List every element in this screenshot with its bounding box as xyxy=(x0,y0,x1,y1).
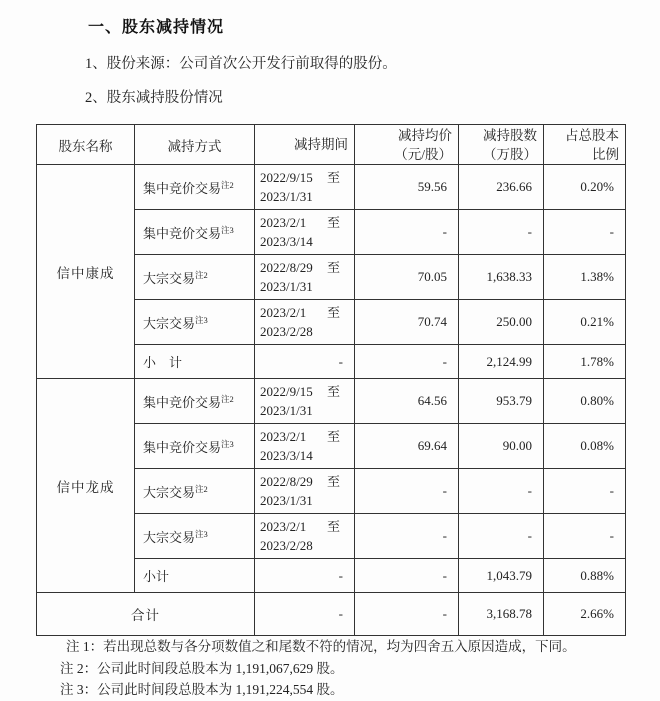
header-ratio xyxy=(544,125,626,165)
method-label: 集中竞价交易 xyxy=(143,439,222,455)
period-to: 2023/1/31 xyxy=(260,403,313,418)
header-shares-count xyxy=(459,125,544,165)
note-text: 公司此时间段总股本为 1,191,224,554 股。 xyxy=(97,682,344,697)
period-to-word: 至 xyxy=(326,384,340,399)
shareholder-name-cell: 信中龙成 xyxy=(37,379,135,593)
shares-cell: - xyxy=(459,514,544,559)
period-to: 2023/1/31 xyxy=(260,279,313,294)
note-ref: 注2 xyxy=(221,393,234,404)
period-to-word: 至 xyxy=(326,519,340,534)
period-to-word: 至 xyxy=(326,474,340,489)
price-cell: 70.74 xyxy=(355,300,459,345)
price-cell: - xyxy=(355,593,459,636)
method-cell xyxy=(135,210,255,255)
method-label: 大宗交易 xyxy=(143,484,196,500)
method-label: 集中竞价交易 xyxy=(143,225,222,241)
method-cell xyxy=(135,469,255,514)
period-from: 2023/2/1 xyxy=(260,429,307,444)
period-to-word: 至 xyxy=(326,260,340,275)
header-reduction-period: 减持期间 xyxy=(255,125,355,165)
list-item-share-source: 1、股份来源：公司首次公开发行前取得的股份。 xyxy=(85,56,397,72)
note-ref: 注3 xyxy=(221,438,234,449)
ratio-cell: - xyxy=(544,210,626,255)
header-average-price-line1: 减持均价 xyxy=(398,127,452,143)
section-title: 一、股东减持情况 xyxy=(88,19,225,36)
shareholder-reduction-table xyxy=(36,124,626,636)
shares-cell: 953.79 xyxy=(459,379,544,424)
price-cell: 59.56 xyxy=(355,165,459,210)
period-to: 2023/2/28 xyxy=(260,324,313,339)
header-reduction-method: 减持方式 xyxy=(135,125,255,165)
note-ref: 注2 xyxy=(195,483,208,494)
period-cell: - xyxy=(255,593,355,636)
header-average-price xyxy=(355,125,459,165)
price-cell: 64.56 xyxy=(355,379,459,424)
shares-cell: 236.66 xyxy=(459,165,544,210)
ratio-cell: 0.20% xyxy=(544,165,626,210)
note-ref: 注3 xyxy=(195,528,208,539)
ratio-cell: 1.78% xyxy=(544,345,626,379)
method-cell xyxy=(135,379,255,424)
period-cell xyxy=(255,469,355,514)
period-cell xyxy=(255,514,355,559)
price-cell: 70.05 xyxy=(355,255,459,300)
ratio-cell: 0.21% xyxy=(544,300,626,345)
period-to: 2023/3/14 xyxy=(260,448,313,463)
period-to-word: 至 xyxy=(326,215,340,230)
ratio-cell: 0.80% xyxy=(544,379,626,424)
note-label: 注 3： xyxy=(60,682,98,697)
ratio-cell: 1.38% xyxy=(544,255,626,300)
table-row xyxy=(37,379,626,424)
shares-cell: 1,043.79 xyxy=(459,559,544,593)
price-cell: 69.64 xyxy=(355,424,459,469)
period-to: 2023/1/31 xyxy=(260,189,313,204)
subtotal-label-cell: 小计 xyxy=(135,559,255,593)
note-text: 公司此时间段总股本为 1,191,067,629 股。 xyxy=(97,660,344,676)
ratio-cell: 2.66% xyxy=(544,593,626,636)
period-from: 2022/8/29 xyxy=(260,474,313,489)
note-line xyxy=(60,658,576,680)
header-ratio-line1: 占总股本 xyxy=(565,127,619,143)
period-to-word: 至 xyxy=(326,305,340,320)
period-cell: - xyxy=(255,345,355,379)
method-cell xyxy=(135,165,255,210)
note-ref: 注2 xyxy=(195,269,208,280)
period-cell xyxy=(255,424,355,469)
total-row xyxy=(37,593,626,636)
price-cell: - xyxy=(355,559,459,593)
period-from: 2022/9/15 xyxy=(260,384,313,399)
header-shares-count-line1: 减持股数 xyxy=(483,127,537,143)
note-label: 注 2： xyxy=(60,660,98,676)
method-label: 集中竞价交易 xyxy=(143,394,222,410)
ratio-cell: 0.08% xyxy=(544,424,626,469)
ratio-cell: 0.88% xyxy=(544,559,626,593)
table-header-row xyxy=(37,125,626,165)
shares-cell: - xyxy=(459,469,544,514)
period-from: 2023/2/1 xyxy=(260,305,307,320)
shares-cell: - xyxy=(459,210,544,255)
period-cell xyxy=(255,255,355,300)
header-shares-count-line2: （万股） xyxy=(483,146,537,162)
method-label: 大宗交易 xyxy=(143,529,196,545)
shares-cell: 3,168.78 xyxy=(459,593,544,636)
note-ref: 注2 xyxy=(221,179,234,190)
period-to: 2023/1/31 xyxy=(260,493,313,508)
method-cell xyxy=(135,300,255,345)
period-to: 2023/3/14 xyxy=(260,234,313,249)
note-text: 若出现总数与各分项数值之和尾数不符的情况，均为四舍五入原因造成，下同。 xyxy=(103,639,576,654)
period-from: 2023/2/1 xyxy=(260,519,307,534)
period-cell xyxy=(255,165,355,210)
note-ref: 注3 xyxy=(221,224,234,235)
note-label: 注 1： xyxy=(66,639,104,654)
shares-cell: 250.00 xyxy=(459,300,544,345)
header-shareholder-name: 股东名称 xyxy=(37,125,135,165)
total-label-cell: 合计 xyxy=(37,593,255,636)
ratio-cell: - xyxy=(544,469,626,514)
method-cell xyxy=(135,255,255,300)
price-cell: - xyxy=(355,514,459,559)
shares-cell: 90.00 xyxy=(459,424,544,469)
period-to-word: 至 xyxy=(326,170,340,185)
method-label: 大宗交易 xyxy=(143,270,196,286)
period-from: 2023/2/1 xyxy=(260,215,307,230)
header-average-price-line2: （元/股） xyxy=(394,146,452,162)
period-from: 2022/8/29 xyxy=(260,260,313,275)
price-cell: - xyxy=(355,210,459,255)
note-line xyxy=(60,636,576,658)
period-cell xyxy=(255,379,355,424)
note-line xyxy=(60,679,576,701)
header-ratio-line2: 比例 xyxy=(592,146,619,162)
shareholder-name-cell: 信中康成 xyxy=(37,165,135,379)
table-row xyxy=(37,165,626,210)
footnotes xyxy=(60,636,576,701)
period-to: 2023/2/28 xyxy=(260,538,313,553)
period-cell xyxy=(255,300,355,345)
list-item-reduction-detail: 2、股东减持股份情况 xyxy=(85,90,223,106)
note-ref: 注3 xyxy=(195,314,208,325)
shares-cell: 2,124.99 xyxy=(459,345,544,379)
period-to-word: 至 xyxy=(326,429,340,444)
method-label: 大宗交易 xyxy=(143,315,196,331)
ratio-cell: - xyxy=(544,514,626,559)
price-cell: - xyxy=(355,345,459,379)
shares-cell: 1,638.33 xyxy=(459,255,544,300)
method-cell xyxy=(135,514,255,559)
period-cell: - xyxy=(255,559,355,593)
method-label: 集中竞价交易 xyxy=(143,180,222,196)
method-cell xyxy=(135,424,255,469)
period-from: 2022/9/15 xyxy=(260,170,313,185)
period-cell xyxy=(255,210,355,255)
subtotal-label-cell: 小 计 xyxy=(135,345,255,379)
price-cell: - xyxy=(355,469,459,514)
